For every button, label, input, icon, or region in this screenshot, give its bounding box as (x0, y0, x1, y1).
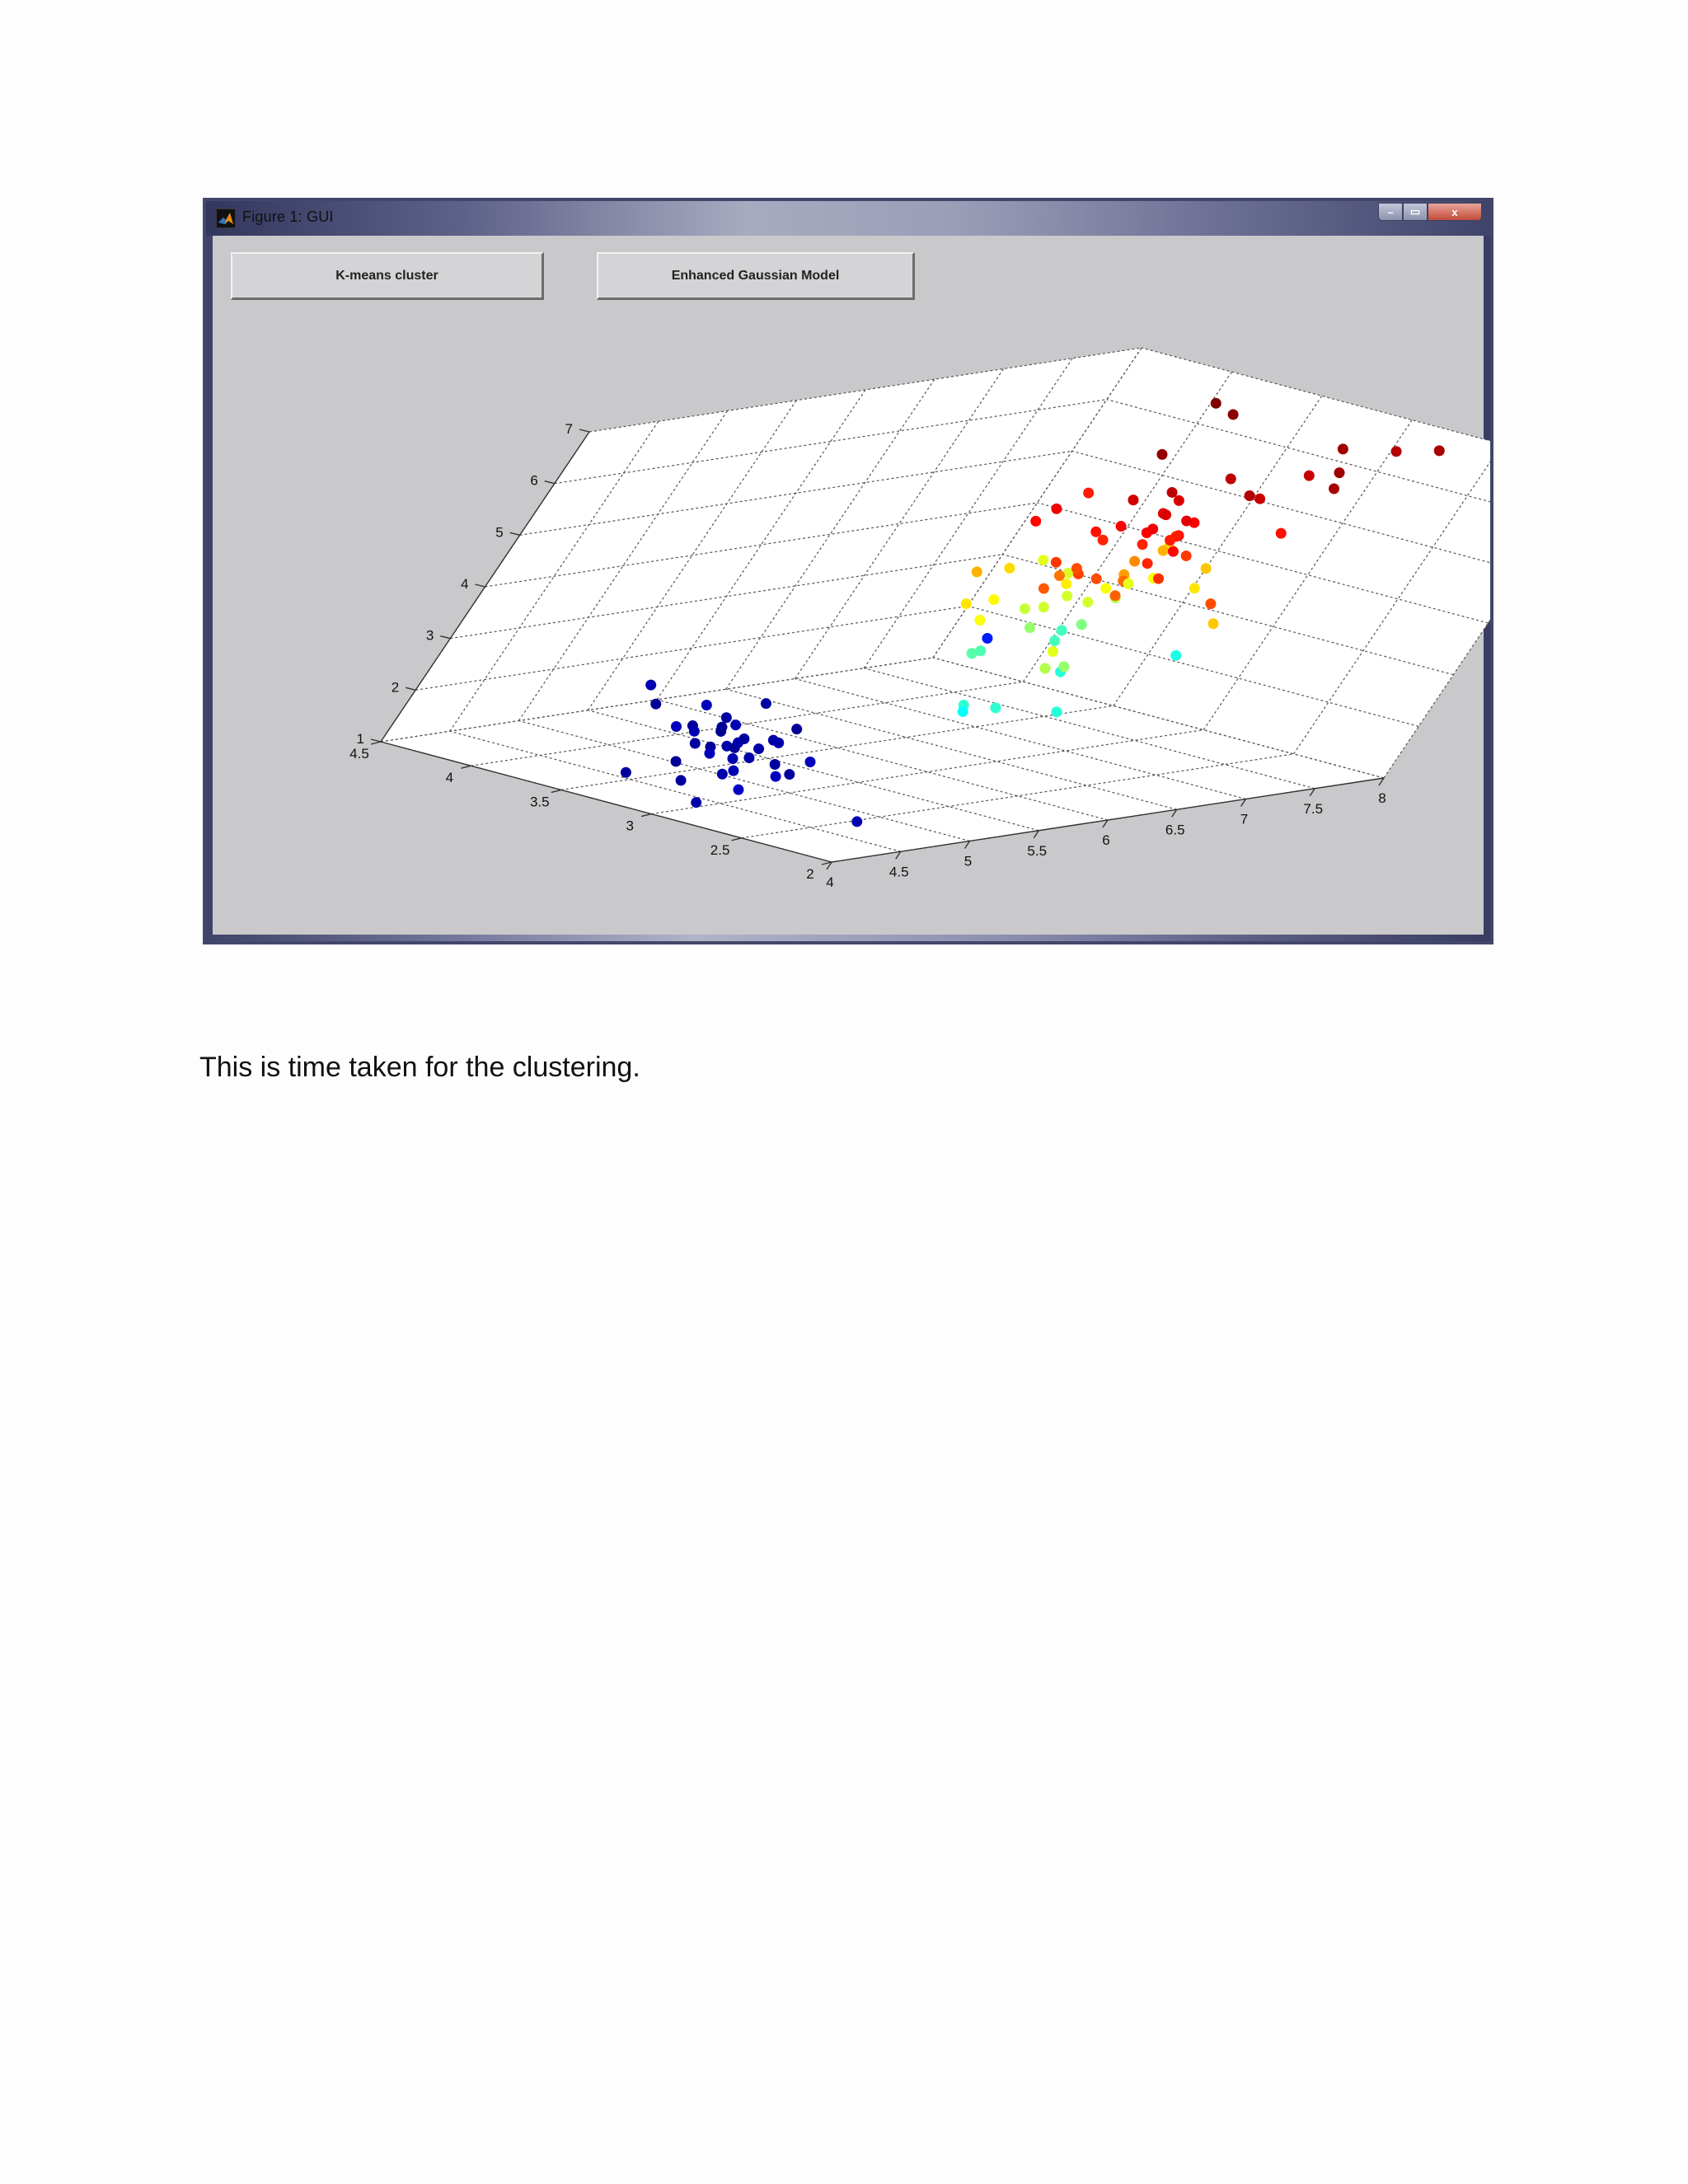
data-point-129 (958, 706, 968, 717)
close-button[interactable] (1428, 203, 1482, 221)
data-point-67 (972, 566, 982, 577)
z-tick-mark (371, 739, 381, 742)
data-point-127 (967, 648, 978, 658)
data-point-18 (761, 698, 771, 709)
data-point-12 (771, 771, 781, 782)
data-point-96 (1226, 473, 1236, 484)
data-point-78 (1304, 471, 1315, 481)
z-tick-mark (545, 481, 555, 484)
kmeans-cluster-button[interactable]: K-means cluster (231, 252, 544, 300)
axes-grid (371, 348, 1490, 869)
data-point-84 (1110, 590, 1121, 601)
data-point-29 (650, 699, 661, 710)
y-tick-label: 4.5 (349, 746, 369, 762)
data-point-89 (1434, 445, 1445, 456)
data-point-8 (733, 785, 743, 795)
data-point-126 (1123, 579, 1134, 589)
z-tick-mark (440, 636, 450, 639)
x-tick-label: 4.5 (889, 864, 909, 880)
data-point-124 (1039, 602, 1049, 612)
data-point-26 (738, 733, 749, 744)
data-point-113 (1167, 487, 1178, 498)
z-tick-mark (510, 532, 520, 535)
data-point-22 (621, 767, 631, 778)
data-point-110 (1181, 516, 1192, 527)
x-tick-label: 6 (1102, 832, 1110, 848)
data-point-50 (1020, 603, 1030, 614)
data-point-28 (727, 753, 738, 764)
data-point-45 (1025, 622, 1035, 633)
data-point-128 (1051, 706, 1062, 717)
minimize-icon: – (1387, 205, 1394, 218)
data-point-9 (770, 759, 781, 770)
data-point-92 (1039, 583, 1049, 594)
data-point-39 (990, 702, 1001, 713)
data-point-15 (645, 680, 656, 691)
z-tick-label: 3 (425, 627, 434, 644)
x-tick-label: 6.5 (1165, 822, 1185, 838)
data-point-121 (1004, 563, 1015, 574)
z-tick-label: 5 (495, 524, 504, 541)
y-tick-mark (371, 742, 381, 744)
data-point-43 (1057, 625, 1067, 635)
figure-canvas (213, 236, 1484, 935)
data-point-117 (1030, 516, 1041, 527)
maximize-icon: ▭ (1409, 205, 1421, 218)
data-point-98 (1071, 563, 1082, 574)
data-point-38 (1049, 635, 1060, 646)
data-point-30 (773, 738, 784, 748)
data-point-109 (1054, 570, 1065, 581)
data-point-46 (1082, 597, 1093, 607)
y-tick-label: 4 (445, 770, 454, 786)
x-tick-label: 8 (1378, 790, 1386, 806)
data-point-27 (753, 743, 764, 754)
data-point-19 (671, 721, 682, 732)
scatter3-plot[interactable] (213, 236, 1490, 941)
enhanced-gaussian-model-button[interactable]: Enhanced Gaussian Model (597, 252, 915, 300)
data-point-6 (671, 756, 682, 766)
x-tick-label: 5 (964, 853, 973, 869)
data-point-3 (728, 766, 738, 776)
data-point-90 (1205, 598, 1216, 609)
z-tick-mark (476, 584, 485, 587)
data-point-32 (704, 748, 715, 759)
data-point-35 (743, 752, 754, 763)
y-tick-mark (732, 838, 742, 841)
data-point-106 (1334, 467, 1345, 478)
data-point-91 (1174, 495, 1184, 506)
minimize-button[interactable] (1378, 203, 1403, 221)
y-tick-label: 3 (626, 818, 634, 834)
window-title: Figure 1: GUI (242, 209, 334, 225)
data-point-71 (1048, 646, 1058, 657)
data-point-115 (1165, 535, 1175, 546)
data-point-14 (721, 712, 732, 723)
x-tick-label: 7.5 (1303, 800, 1324, 817)
y-tick-label: 3.5 (529, 794, 550, 810)
z-tick-label: 4 (461, 576, 469, 592)
data-point-13 (691, 797, 701, 808)
data-point-5 (701, 700, 712, 710)
data-point-108 (1116, 521, 1127, 532)
data-point-69 (1207, 618, 1218, 629)
data-point-1 (784, 769, 795, 780)
data-point-87 (1147, 523, 1158, 534)
data-point-60 (1201, 563, 1212, 574)
data-point-31 (676, 775, 687, 785)
data-point-107 (1051, 504, 1062, 514)
data-point-118 (1051, 557, 1062, 568)
data-point-93 (1391, 446, 1402, 457)
data-point-56 (1189, 583, 1200, 593)
window-titlebar[interactable] (206, 201, 1490, 236)
y-tick-label: 2.5 (710, 841, 730, 858)
data-point-82 (1181, 551, 1192, 561)
data-point-130 (982, 633, 992, 644)
data-point-88 (1211, 398, 1221, 409)
x-tick-label: 4 (826, 874, 834, 890)
x-tick-label: 5.5 (1027, 842, 1048, 859)
y-tick-mark (461, 766, 471, 768)
data-point-63 (1039, 663, 1050, 673)
figure-window (203, 198, 1493, 944)
data-point-102 (1228, 410, 1239, 420)
z-tick-mark (579, 429, 589, 432)
data-point-17 (721, 741, 732, 752)
data-point-70 (974, 615, 985, 626)
data-point-74 (1245, 490, 1255, 501)
data-point-100 (1254, 494, 1265, 504)
z-tick-mark (406, 687, 415, 690)
data-point-68 (1129, 556, 1140, 567)
data-point-80 (1156, 449, 1167, 460)
data-point-114 (1128, 494, 1138, 505)
data-point-62 (1062, 591, 1072, 602)
data-point-34 (716, 722, 727, 733)
data-point-86 (1090, 527, 1101, 537)
data-point-77 (1338, 443, 1348, 454)
data-point-101 (1329, 483, 1339, 494)
data-point-64 (1058, 661, 1069, 672)
data-point-72 (1083, 488, 1094, 499)
data-point-111 (1160, 509, 1171, 520)
data-point-104 (1142, 558, 1153, 569)
data-point-57 (1100, 583, 1111, 593)
caption-text: This is time taken for the clustering. (199, 1052, 640, 1083)
data-point-49 (1061, 579, 1071, 589)
data-point-94 (1153, 574, 1164, 584)
data-point-33 (851, 816, 862, 827)
data-point-81 (1098, 535, 1109, 546)
z-tick-label: 2 (391, 679, 400, 696)
y-tick-mark (641, 814, 651, 817)
data-point-2 (717, 769, 728, 780)
close-icon: x (1451, 205, 1458, 218)
data-point-4 (690, 738, 701, 748)
data-point-10 (730, 719, 741, 730)
data-point-116 (1137, 539, 1148, 550)
z-tick-label: 7 (565, 421, 573, 437)
data-point-122 (1076, 619, 1087, 630)
data-point-52 (988, 594, 999, 605)
y-tick-label: 2 (806, 866, 814, 882)
maximize-button[interactable] (1403, 203, 1428, 221)
data-point-79 (1276, 528, 1287, 539)
window-controls (1378, 203, 1482, 223)
data-point-73 (1091, 574, 1102, 584)
data-point-105 (1168, 546, 1179, 557)
data-point-66 (961, 598, 972, 609)
data-point-40 (1170, 650, 1181, 661)
z-tick-label: 1 (356, 731, 364, 747)
data-point-61 (1158, 546, 1169, 556)
z-tick-label: 6 (530, 472, 538, 489)
y-tick-mark (551, 790, 561, 792)
data-point-21 (689, 726, 700, 737)
matlab-app-icon (216, 209, 236, 228)
data-point-20 (791, 724, 802, 734)
data-point-48 (1038, 555, 1048, 565)
x-tick-label: 7 (1240, 811, 1249, 827)
data-point-25 (805, 757, 816, 767)
